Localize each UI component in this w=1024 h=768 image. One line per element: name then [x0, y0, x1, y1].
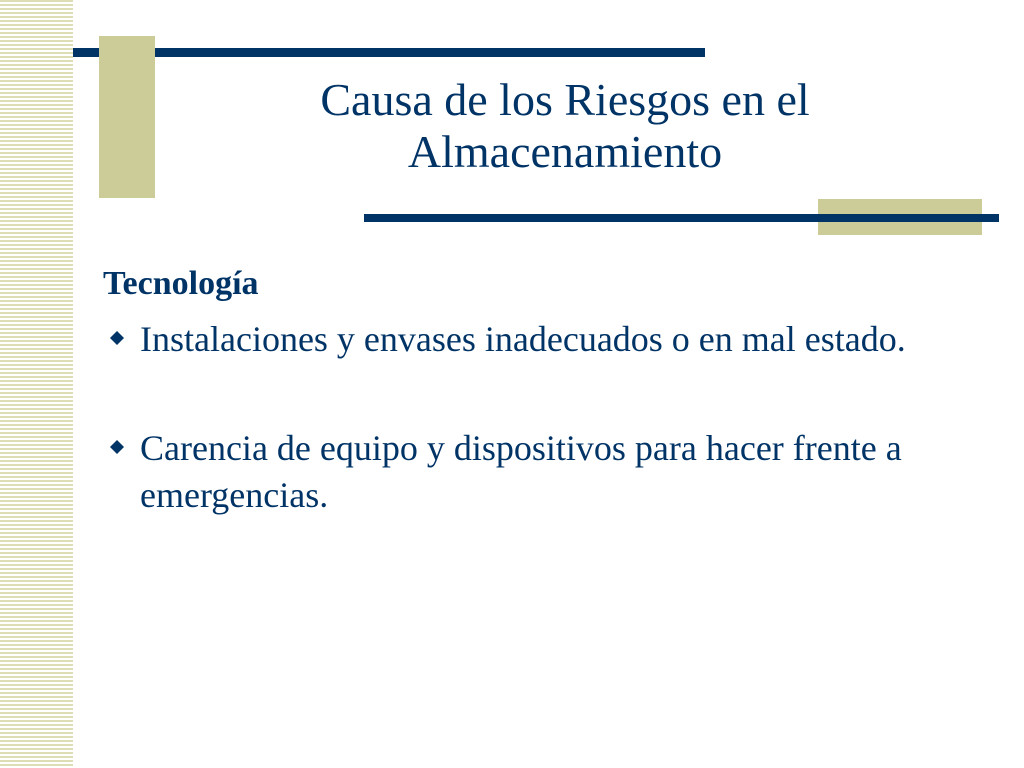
slide-title-line-2: Almacenamiento — [407, 126, 723, 177]
section-heading: Tecnología — [103, 265, 259, 302]
bullet-text: Carencia de equipo y dispositivos para hacer frente a emergencias. — [140, 428, 902, 515]
top-accent-line — [73, 48, 705, 57]
slide-title — [175, 74, 955, 178]
slide-content — [103, 262, 983, 519]
diamond-bullet-icon — [107, 328, 127, 348]
diamond-bullet-icon — [107, 437, 127, 457]
bullet-item — [103, 425, 983, 519]
bullet-item — [103, 316, 983, 363]
bullet-text: Instalaciones y envases inadecuados o en mal estado. — [140, 319, 906, 359]
bottom-accent-line — [364, 214, 999, 222]
slide-title-line-1: Causa de los Riesgos en el — [320, 74, 810, 125]
top-accent-block — [99, 36, 155, 198]
decorative-stripes — [0, 0, 73, 768]
